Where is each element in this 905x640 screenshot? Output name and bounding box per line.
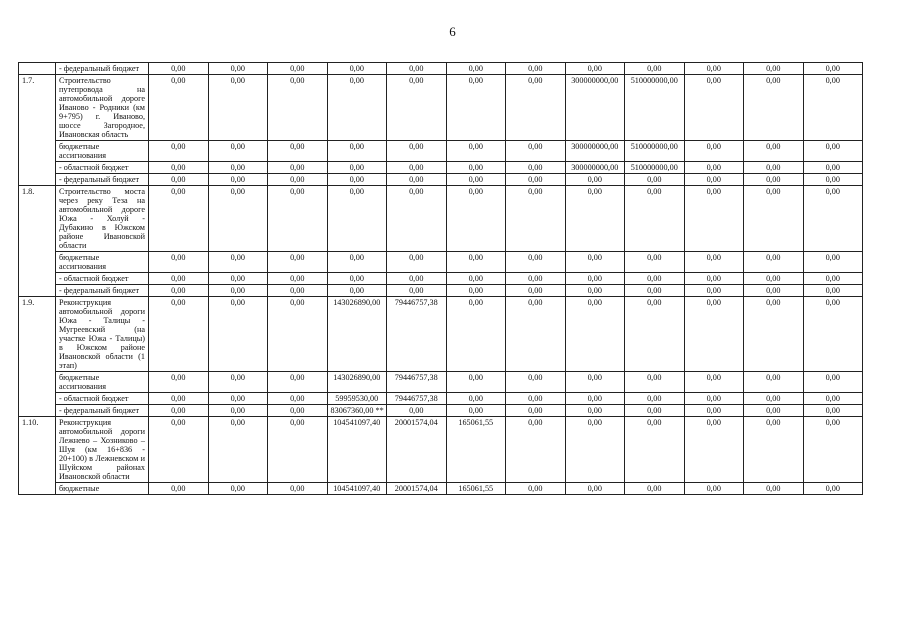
value-cell: 0,00: [684, 75, 744, 141]
value-cell: 0,00: [446, 186, 506, 252]
value-cell: 0,00: [625, 483, 685, 495]
value-cell: 0,00: [149, 393, 209, 405]
value-cell: 104541097,40: [327, 417, 387, 483]
value-cell: 104541097,40: [327, 483, 387, 495]
value-cell: 0,00: [803, 483, 863, 495]
value-cell: 0,00: [684, 483, 744, 495]
value-cell: 0,00: [744, 297, 804, 372]
value-cell: 0,00: [506, 174, 566, 186]
value-cell: 0,00: [149, 285, 209, 297]
value-cell: 0,00: [506, 393, 566, 405]
row-index: 1.9.: [19, 297, 56, 417]
value-cell: 143026890,00: [327, 372, 387, 393]
value-cell: 0,00: [684, 162, 744, 174]
value-cell: 0,00: [446, 174, 506, 186]
value-cell: 0,00: [327, 75, 387, 141]
value-cell: 0,00: [625, 252, 685, 273]
value-cell: 0,00: [149, 252, 209, 273]
row-label: - областной бюджет: [56, 393, 149, 405]
value-cell: 0,00: [149, 75, 209, 141]
value-cell: 0,00: [684, 141, 744, 162]
value-cell: 0,00: [565, 174, 625, 186]
row-label: бюджетные ассигнования: [56, 372, 149, 393]
value-cell: 0,00: [625, 63, 685, 75]
value-cell: 0,00: [387, 174, 447, 186]
value-cell: 0,00: [684, 417, 744, 483]
value-cell: 0,00: [803, 141, 863, 162]
value-cell: 300000000,00: [565, 141, 625, 162]
value-cell: 0,00: [506, 186, 566, 252]
value-cell: 0,00: [506, 417, 566, 483]
value-cell: 0,00: [684, 186, 744, 252]
value-cell: 0,00: [387, 405, 447, 417]
value-cell: 0,00: [268, 162, 328, 174]
table-row: [19, 162, 863, 174]
value-cell: 0,00: [149, 297, 209, 372]
value-cell: 0,00: [208, 75, 268, 141]
value-cell: 0,00: [744, 273, 804, 285]
value-cell: 59959530,00: [327, 393, 387, 405]
value-cell: 0,00: [387, 63, 447, 75]
value-cell: 0,00: [625, 393, 685, 405]
value-cell: 0,00: [684, 372, 744, 393]
page-number: 6: [449, 24, 456, 39]
value-cell: 0,00: [803, 372, 863, 393]
table-row: [19, 417, 863, 483]
value-cell: 0,00: [803, 297, 863, 372]
value-cell: 510000000,00: [625, 162, 685, 174]
value-cell: 0,00: [327, 141, 387, 162]
value-cell: 0,00: [268, 405, 328, 417]
value-cell: 0,00: [446, 141, 506, 162]
value-cell: 0,00: [565, 417, 625, 483]
table-row: [19, 174, 863, 186]
value-cell: 0,00: [565, 186, 625, 252]
value-cell: 0,00: [684, 63, 744, 75]
row-label: - областной бюджет: [56, 162, 149, 174]
value-cell: 0,00: [268, 297, 328, 372]
value-cell: 143026890,00: [327, 297, 387, 372]
value-cell: 0,00: [565, 483, 625, 495]
row-label: Реконструкция автомобильной дороги Лежнево – Хозниково – Шуя (км 16+836 - 20+100) в Лежневском и Шуйском районах Ивановской области: [56, 417, 149, 483]
value-cell: 0,00: [446, 75, 506, 141]
value-cell: 0,00: [387, 252, 447, 273]
value-cell: 0,00: [684, 405, 744, 417]
value-cell: 0,00: [149, 141, 209, 162]
value-cell: 0,00: [446, 372, 506, 393]
value-cell: 0,00: [744, 393, 804, 405]
row-label: Строительство путепровода на автомобильной дороге Иваново - Родники (км 9+795) г. Иваново, шоссе Загородное, Ивановская область: [56, 75, 149, 141]
value-cell: 0,00: [387, 273, 447, 285]
value-cell: 0,00: [387, 162, 447, 174]
value-cell: 0,00: [803, 273, 863, 285]
value-cell: 20001574,04: [387, 417, 447, 483]
value-cell: 0,00: [446, 405, 506, 417]
value-cell: 0,00: [744, 63, 804, 75]
value-cell: 300000000,00: [565, 75, 625, 141]
value-cell: 0,00: [208, 174, 268, 186]
value-cell: 0,00: [803, 252, 863, 273]
row-label: - федеральный бюджет: [56, 285, 149, 297]
value-cell: 0,00: [565, 372, 625, 393]
value-cell: 0,00: [446, 297, 506, 372]
value-cell: 165061,55: [446, 417, 506, 483]
table-row: [19, 63, 863, 75]
value-cell: 0,00: [327, 252, 387, 273]
value-cell: 0,00: [208, 297, 268, 372]
value-cell: 0,00: [684, 273, 744, 285]
value-cell: 0,00: [506, 63, 566, 75]
row-label: Строительство моста через реку Теза на автомобильной дороге Южа - Холуй - Дубакино в Южском районе Ивановской области: [56, 186, 149, 252]
row-label: - федеральный бюджет: [56, 174, 149, 186]
value-cell: 0,00: [268, 417, 328, 483]
value-cell: 0,00: [803, 186, 863, 252]
value-cell: 0,00: [684, 174, 744, 186]
value-cell: 83067360,00 **: [327, 405, 387, 417]
value-cell: 0,00: [268, 174, 328, 186]
table-row: [19, 141, 863, 162]
value-cell: 0,00: [268, 186, 328, 252]
value-cell: 0,00: [506, 75, 566, 141]
value-cell: 0,00: [208, 417, 268, 483]
value-cell: 0,00: [268, 393, 328, 405]
value-cell: 0,00: [506, 297, 566, 372]
value-cell: 0,00: [625, 174, 685, 186]
row-label: - областной бюджет: [56, 273, 149, 285]
value-cell: 20001574,04: [387, 483, 447, 495]
value-cell: 0,00: [565, 63, 625, 75]
value-cell: 0,00: [446, 63, 506, 75]
table-row: [19, 252, 863, 273]
value-cell: 0,00: [208, 372, 268, 393]
table-row: [19, 393, 863, 405]
value-cell: 0,00: [803, 162, 863, 174]
value-cell: 0,00: [744, 285, 804, 297]
row-label: Реконструкция автомобильной дороги Южа - Талицы - Мугреевский (на участке Южа - Талицы) в Южском районе Ивановской области (1 этап): [56, 297, 149, 372]
value-cell: 0,00: [208, 393, 268, 405]
value-cell: 0,00: [803, 174, 863, 186]
value-cell: 0,00: [327, 63, 387, 75]
value-cell: 0,00: [327, 285, 387, 297]
value-cell: 0,00: [446, 393, 506, 405]
budget-table-body: [19, 63, 863, 495]
value-cell: 0,00: [327, 186, 387, 252]
value-cell: 0,00: [506, 162, 566, 174]
value-cell: 0,00: [506, 252, 566, 273]
value-cell: 0,00: [149, 273, 209, 285]
value-cell: 0,00: [506, 273, 566, 285]
table-row: [19, 483, 863, 495]
value-cell: 0,00: [208, 483, 268, 495]
value-cell: 0,00: [506, 372, 566, 393]
value-cell: 0,00: [684, 252, 744, 273]
value-cell: 0,00: [387, 186, 447, 252]
table-row: [19, 372, 863, 393]
value-cell: 0,00: [506, 405, 566, 417]
value-cell: 0,00: [803, 393, 863, 405]
row-label: бюджетные ассигнования: [56, 141, 149, 162]
value-cell: 0,00: [565, 297, 625, 372]
value-cell: 0,00: [446, 252, 506, 273]
value-cell: 0,00: [565, 393, 625, 405]
table-row: [19, 75, 863, 141]
table-row: [19, 285, 863, 297]
value-cell: 79446757,38: [387, 297, 447, 372]
value-cell: 165061,55: [446, 483, 506, 495]
value-cell: 0,00: [387, 75, 447, 141]
value-cell: 0,00: [268, 75, 328, 141]
value-cell: 0,00: [625, 297, 685, 372]
row-index: [19, 63, 56, 75]
value-cell: 0,00: [387, 141, 447, 162]
value-cell: 0,00: [149, 417, 209, 483]
value-cell: 0,00: [268, 372, 328, 393]
value-cell: 0,00: [506, 483, 566, 495]
value-cell: 0,00: [744, 372, 804, 393]
value-cell: 0,00: [208, 162, 268, 174]
value-cell: 0,00: [446, 285, 506, 297]
table-row: [19, 405, 863, 417]
value-cell: 0,00: [803, 63, 863, 75]
value-cell: 0,00: [327, 162, 387, 174]
value-cell: 0,00: [149, 372, 209, 393]
value-cell: 510000000,00: [625, 141, 685, 162]
value-cell: 0,00: [625, 417, 685, 483]
value-cell: 0,00: [803, 75, 863, 141]
value-cell: 0,00: [208, 63, 268, 75]
value-cell: 0,00: [744, 75, 804, 141]
value-cell: 0,00: [268, 252, 328, 273]
row-label: - федеральный бюджет: [56, 63, 149, 75]
budget-table: [18, 62, 863, 495]
value-cell: 0,00: [149, 483, 209, 495]
value-cell: 79446757,38: [387, 393, 447, 405]
value-cell: 0,00: [327, 273, 387, 285]
value-cell: 0,00: [684, 285, 744, 297]
value-cell: 510000000,00: [625, 75, 685, 141]
value-cell: 0,00: [268, 273, 328, 285]
value-cell: 0,00: [565, 405, 625, 417]
value-cell: 0,00: [149, 405, 209, 417]
value-cell: 0,00: [744, 162, 804, 174]
value-cell: 0,00: [625, 186, 685, 252]
value-cell: 0,00: [506, 141, 566, 162]
value-cell: 0,00: [268, 483, 328, 495]
value-cell: 0,00: [446, 162, 506, 174]
value-cell: 300000000,00: [565, 162, 625, 174]
row-label: бюджетные: [56, 483, 149, 495]
value-cell: 0,00: [149, 162, 209, 174]
value-cell: 0,00: [744, 141, 804, 162]
value-cell: 0,00: [744, 186, 804, 252]
value-cell: 0,00: [149, 174, 209, 186]
value-cell: 79446757,38: [387, 372, 447, 393]
table-row: [19, 297, 863, 372]
value-cell: 0,00: [506, 285, 566, 297]
row-label: бюджетные ассигнования: [56, 252, 149, 273]
value-cell: 0,00: [327, 174, 387, 186]
value-cell: 0,00: [208, 252, 268, 273]
value-cell: 0,00: [149, 186, 209, 252]
value-cell: 0,00: [625, 285, 685, 297]
value-cell: 0,00: [744, 405, 804, 417]
value-cell: 0,00: [208, 141, 268, 162]
value-cell: 0,00: [387, 285, 447, 297]
value-cell: 0,00: [684, 393, 744, 405]
value-cell: 0,00: [565, 285, 625, 297]
value-cell: 0,00: [446, 273, 506, 285]
value-cell: 0,00: [744, 252, 804, 273]
value-cell: 0,00: [208, 405, 268, 417]
value-cell: 0,00: [625, 273, 685, 285]
value-cell: 0,00: [803, 285, 863, 297]
table-row: [19, 273, 863, 285]
value-cell: 0,00: [744, 483, 804, 495]
row-index: 1.7.: [19, 75, 56, 186]
value-cell: 0,00: [208, 186, 268, 252]
value-cell: 0,00: [268, 285, 328, 297]
value-cell: 0,00: [744, 417, 804, 483]
row-index: 1.10.: [19, 417, 56, 495]
value-cell: 0,00: [744, 174, 804, 186]
row-label: - федеральный бюджет: [56, 405, 149, 417]
value-cell: 0,00: [149, 63, 209, 75]
value-cell: 0,00: [268, 63, 328, 75]
value-cell: 0,00: [803, 417, 863, 483]
value-cell: 0,00: [268, 141, 328, 162]
row-index: 1.8.: [19, 186, 56, 297]
value-cell: 0,00: [208, 285, 268, 297]
value-cell: 0,00: [684, 297, 744, 372]
value-cell: 0,00: [565, 252, 625, 273]
value-cell: 0,00: [565, 273, 625, 285]
value-cell: 0,00: [208, 273, 268, 285]
table-row: [19, 186, 863, 252]
value-cell: 0,00: [625, 405, 685, 417]
value-cell: 0,00: [625, 372, 685, 393]
value-cell: 0,00: [803, 405, 863, 417]
